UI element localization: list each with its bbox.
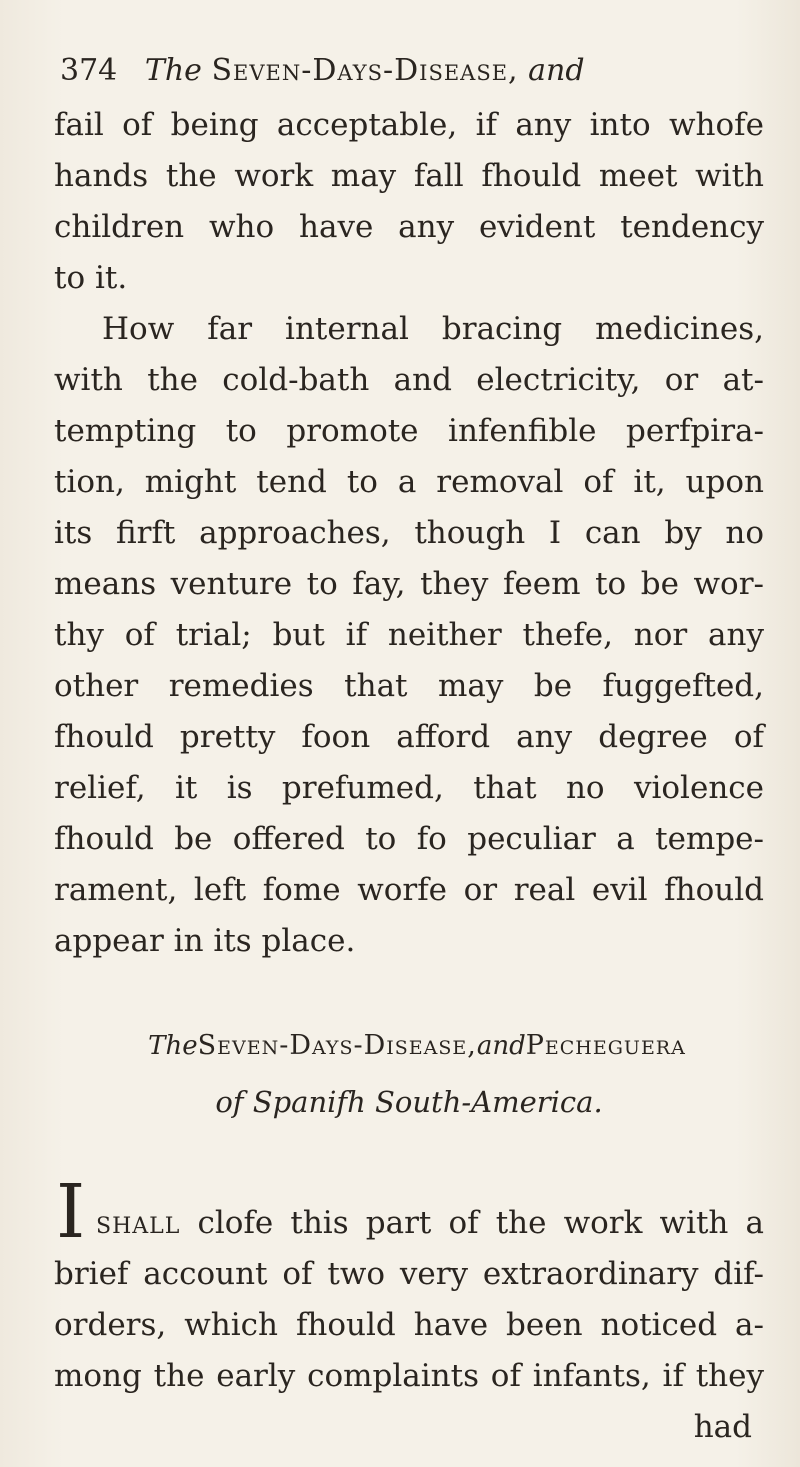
heading-part1: Seven-Days-Disease, (197, 1030, 477, 1061)
text-line: relief, it is prefumed, that no violence (54, 770, 764, 806)
text-line: its firft approaches, though I can by no (54, 515, 764, 551)
page-number: 374 (60, 53, 118, 88)
text-line: fhould pretty foon afford any degree of (54, 719, 764, 755)
header-title: Seven-Days-Disease, (211, 53, 519, 88)
text-line: tion, might tend to a removal of it, upon (54, 464, 764, 500)
heading-the: The (148, 1031, 198, 1061)
text-line: orders, which fhould have been noticed a- (54, 1307, 764, 1343)
running-header (60, 46, 760, 96)
text-line: mong the early complaints of infants, if they (54, 1358, 764, 1394)
header-and: and (528, 53, 585, 88)
header-the: The (144, 53, 202, 88)
catchword: had (693, 1409, 752, 1445)
text-line: How far internal bracing medicines, (102, 311, 764, 347)
text-line (96, 1198, 764, 1248)
text-line: tempting to promote infenfible perfpira- (54, 413, 764, 449)
text-line: children who have any evident tendency (54, 209, 764, 245)
text-line: rament, left fome worfe or real evil fhould (54, 872, 764, 908)
text-line: hands the work may fall fhould meet with (54, 158, 764, 194)
smallcaps-word: shall (96, 1205, 181, 1241)
first-line-rest: clofe this part of the work with a (197, 1205, 764, 1241)
text-line: thy of trial; but if neither thefe, nor any (54, 617, 764, 653)
heading-and: and (476, 1031, 526, 1061)
text-line: other remedies that may be fuggefted, (54, 668, 764, 704)
text-line: means venture to fay, they feem to be wor- (54, 566, 764, 602)
text-line: to it. (54, 260, 128, 296)
text-line: fhould be offered to fo peculiar a tempe- (54, 821, 764, 857)
text-line: with the cold-bath and electricity, or at- (54, 362, 764, 398)
text-line: fail of being acceptable, if any into whofe (54, 107, 764, 143)
text-line: brief account of two very extraordinary dif- (54, 1256, 764, 1292)
section-heading (54, 1024, 780, 1068)
drop-cap: I (56, 1169, 86, 1255)
section-subheading: of Spanifh South-America. (215, 1085, 603, 1119)
heading-part2: Pecheguera (525, 1030, 686, 1061)
text-line: appear in its place. (54, 923, 356, 959)
